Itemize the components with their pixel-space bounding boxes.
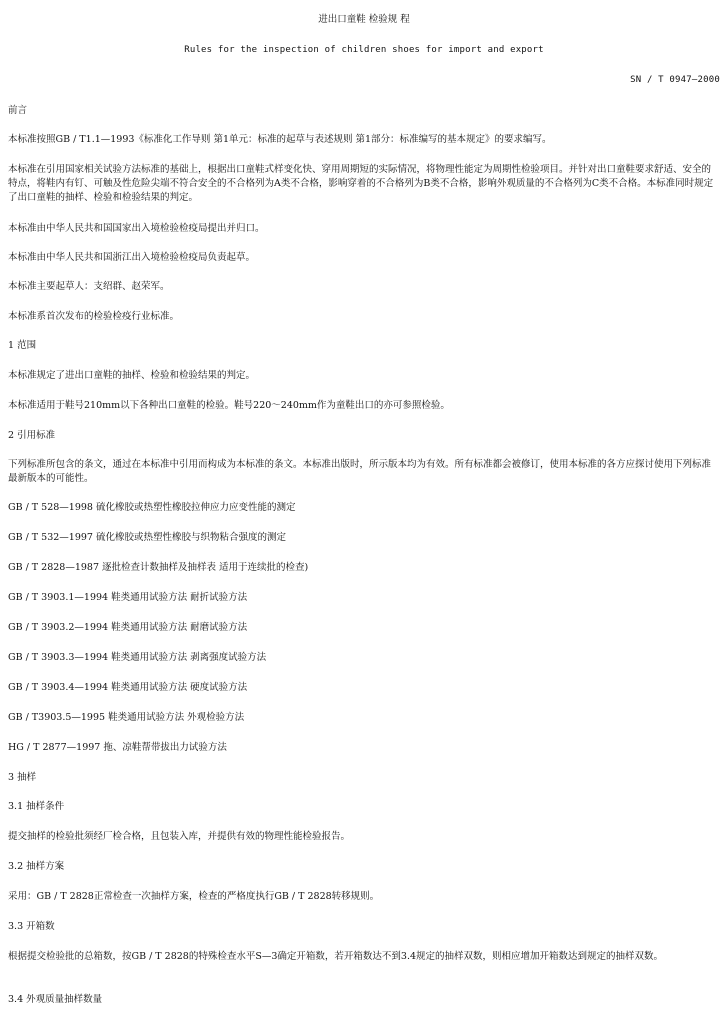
section-1-paragraph: 本标准规定了进出口童鞋的抽样、检验和检验结果的判定。 [8, 370, 256, 381]
foreword-paragraph: 本标准在引用国家相关试验方法标准的基础上，根据出口童鞋式样变化快、穿用周期短的实际情况，将物理性能定为周期性检验项目。并针对出口童鞋要求舒适、安全的特点，将鞋内有钉、可触及性危险尖端不符合安全的不合格列为A类不合格，影响穿着的不合格列为B类不合格，影响外观质量的不合格列为C类不合格。本标准同时规定了出口童鞋的抽样、检验和检验结果的判定。 [8, 164, 714, 203]
section-2-heading: 2 引用标准 [8, 430, 56, 441]
section-3-1-heading: 3.1 抽样条件 [8, 801, 65, 812]
section-3-heading: 3 抽样 [8, 772, 37, 783]
document-title: 进出口童鞋 检验规 程 [318, 14, 410, 25]
section-3-3-text: 根据提交检验批的总箱数，按GB / T 2828的特殊检查水平S—3确定开箱数，若开箱数达不到3.4规定的抽样双数，则相应增加开箱数达到规定的抽样双数。 [8, 951, 664, 962]
foreword-paragraph: 本标准由中华人民共和国国家出入境检验检疫局提出并归口。 [8, 223, 265, 234]
standard-number: SN / T 0947—2000 [630, 75, 720, 85]
reference-item: GB / T 3903.4—1994 鞋类通用试验方法 硬度试验方法 [8, 682, 248, 693]
reference-item: GB / T 3903.3—1994 鞋类通用试验方法 剥离强度试验方法 [8, 652, 267, 663]
section-3-3-heading: 3.3 开箱数 [8, 921, 55, 932]
section-3-2-heading: 3.2 抽样方案 [8, 861, 65, 872]
foreword-paragraph: 本标准系首次发布的检验检疫行业标准。 [8, 311, 180, 322]
reference-item: GB / T3903.5—1995 鞋类通用试验方法 外观检验方法 [8, 712, 245, 723]
foreword-paragraph: 本标准按照GB / T1.1—1993《标准化工作导则 第1单元：标准的起草与表述规则 第1部分：标准编写的基本规定》的要求编写。 [8, 134, 552, 145]
reference-item: GB / T 3903.2—1994 鞋类通用试验方法 耐磨试验方法 [8, 622, 248, 633]
foreword-paragraph: 本标准由中华人民共和国浙江出入境检验检疫局负责起草。 [8, 252, 256, 263]
section-2-intro: 下列标准所包含的条文，通过在本标准中引用而构成为本标准的条文。本标准出版时，所示版本均为有效。所有标准都会被修订，使用本标准的各方应探讨使用下列标准最新版本的可能性。 [8, 459, 712, 484]
section-3-4-heading: 3.4 外观质量抽样数量 [8, 994, 103, 1005]
foreword-heading: 前言 [8, 105, 28, 116]
reference-item: GB / T 3903.1—1994 鞋类通用试验方法 耐折试验方法 [8, 592, 248, 603]
section-1-paragraph: 本标准适用于鞋号210mm以下各种出口童鞋的检验。鞋号220～240mm作为童鞋出口的亦可参照检验。 [8, 400, 450, 411]
reference-item: HG / T 2877—1997 拖、凉鞋帮带拔出力试验方法 [8, 742, 227, 753]
foreword-paragraph: 本标准主要起草人：支绍群、赵荣军。 [8, 281, 170, 292]
reference-item: GB / T 532—1997 硫化橡胶或热塑性橡胶与织物粘合强度的测定 [8, 532, 286, 543]
section-3-1-text: 提交抽样的检验批须经厂检合格，且包装入库，并提供有效的物理性能检验报告。 [8, 831, 351, 842]
reference-item: GB / T 2828—1987 逐批检查计数抽样及抽样表 适用于连续批的检查) [8, 562, 309, 573]
reference-item: GB / T 528—1998 硫化橡胶或热塑性橡胶拉伸应力应变性能的测定 [8, 502, 296, 513]
document-subtitle: Rules for the inspection of children shoes for import and export [184, 45, 544, 55]
section-1-heading: 1 范围 [8, 340, 37, 351]
section-3-2-text: 采用：GB / T 2828正常检查一次抽样方案，检查的严格度执行GB / T 2828转移规则。 [8, 891, 380, 902]
